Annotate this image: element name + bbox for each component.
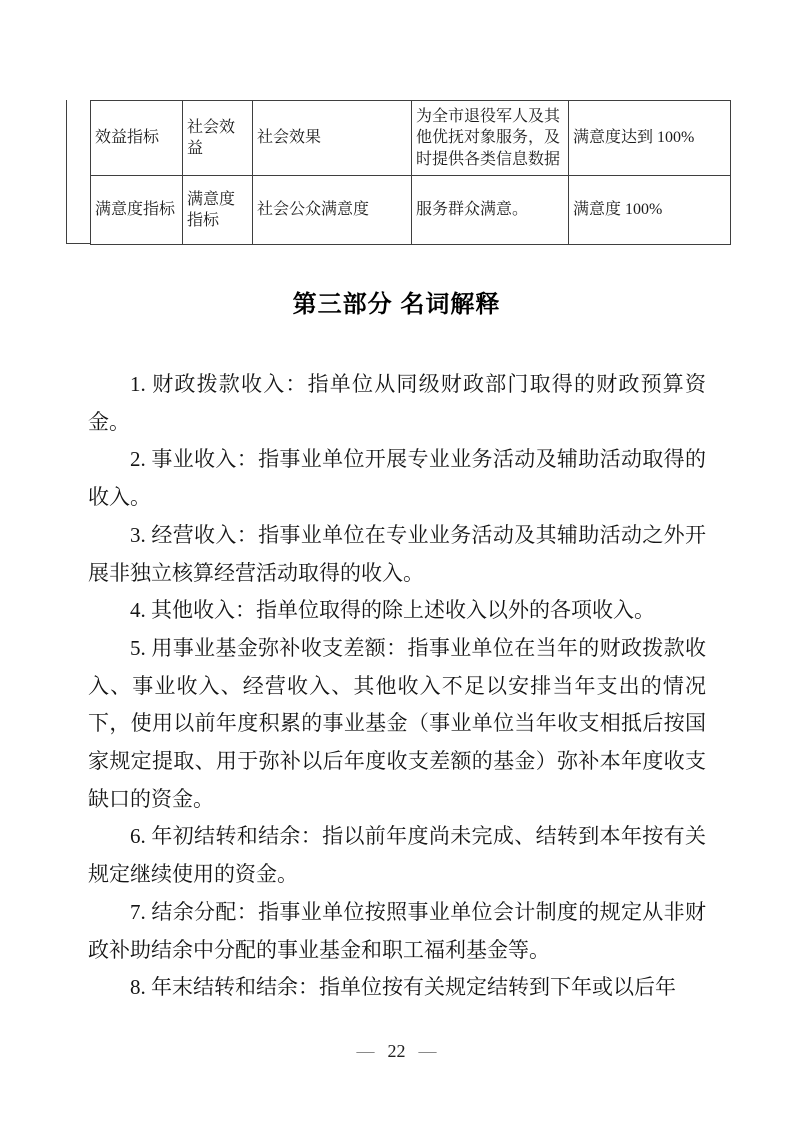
definition-paragraph: 2. 事业收入：指事业单位开展专业业务活动及辅助活动取得的收入。: [88, 447, 706, 510]
table-cell-indicator-category: 满意度指标: [91, 176, 183, 245]
definition-paragraph: 8. 年末结转和结余：指单位按有关规定结转到下年或以后年: [130, 975, 676, 1000]
page-number-dash-left: —: [356, 1041, 375, 1061]
table-cell-indicator-detail: 为全市退役军人及其他优抚对象服务，及时提供各类信息数据: [412, 101, 569, 176]
table-cell-indicator-detail: 服务群众满意。: [412, 176, 569, 245]
table-cell-indicator-target: 满意度 100%: [569, 176, 731, 245]
table-row: [91, 176, 731, 245]
table-cell-indicator-name: 社会效果: [253, 101, 412, 176]
glossary-body: [88, 366, 706, 1007]
table-cell-indicator-target: 满意度达到 100%: [569, 101, 731, 176]
performance-indicator-table: [90, 100, 731, 245]
table-cell-indicator-category: 效益指标: [91, 101, 183, 176]
definition-paragraph: 1. 财政拨款收入：指单位从同级财政部门取得的财政预算资金。: [88, 372, 706, 434]
definition-paragraph: 7. 结余分配：指事业单位按照事业单位会计制度的规定从非财政补助结余中分配的事业基金和职工福利基金等。: [88, 899, 706, 962]
section-heading: 第三部分 名词解释: [292, 291, 501, 318]
page-number-dash-right: —: [418, 1041, 437, 1061]
table-cell-indicator-type: 满意度指标: [183, 176, 253, 245]
table-cell-indicator-name: 社会公众满意度: [253, 176, 412, 245]
page-number-value: 22: [387, 1041, 406, 1061]
definition-paragraph: 6. 年初结转和结余：指以前年度尚未完成、结转到本年按有关规定继续使用的资金。: [88, 824, 706, 887]
definition-paragraph: 3. 经营收入：指事业单位在专业业务活动及其辅助活动之外开展非独立核算经营活动取得的收入。: [88, 522, 706, 585]
table-cell-indicator-type: 社会效益: [183, 101, 253, 176]
page-number: [0, 1039, 793, 1063]
table-merged-stub-cell: [66, 100, 90, 244]
definition-paragraph: 5. 用事业基金弥补收支差额：指事业单位在当年的财政拨款收入、事业收入、经营收入、其他收入不足以安排当年支出的情况下，使用以前年度积累的事业基金（事业单位当年收支相抵后按国家规定提取、用于弥补以后年度收支差额的基金）弥补本年度收支缺口的资金。: [88, 635, 706, 811]
definition-paragraph: 4. 其他收入：指单位取得的除上述收入以外的各项收入。: [130, 598, 655, 623]
table-row: [91, 101, 731, 176]
